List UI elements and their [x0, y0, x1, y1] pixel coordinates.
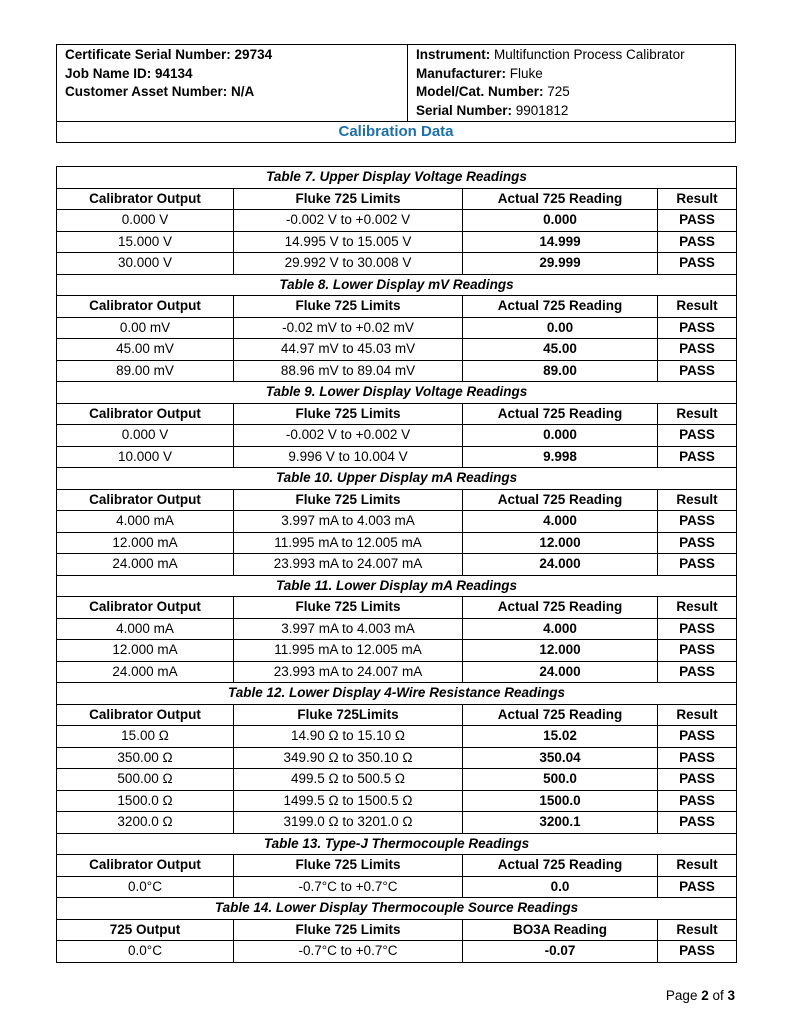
cell-limits: 44.97 mV to 45.03 mV [234, 339, 463, 361]
table-row [57, 360, 737, 382]
column-header-result: Result [658, 403, 737, 425]
table-title: Table 13. Type-J Thermocouple Readings [57, 833, 737, 855]
column-header-calibrator-output: Calibrator Output [57, 296, 234, 318]
cell-result: PASS [658, 532, 737, 554]
table-row [57, 747, 737, 769]
column-header-limits: Fluke 725Limits [234, 704, 463, 726]
cell-result: PASS [658, 253, 737, 275]
column-header-calibrator-output: Calibrator Output [57, 855, 234, 877]
cell-calibrator-output: 4.000 mA [57, 511, 234, 533]
cell-reading: 9.998 [463, 446, 658, 468]
cell-result: PASS [658, 661, 737, 683]
serial-label: Serial Number: [416, 102, 513, 118]
cell-calibrator-output: 12.000 mA [57, 532, 234, 554]
cell-result: PASS [658, 941, 737, 963]
cell-limits: 11.995 mA to 12.005 mA [234, 532, 463, 554]
cell-reading: 24.000 [463, 554, 658, 576]
cell-result: PASS [658, 554, 737, 576]
table-title-row [57, 833, 737, 855]
cell-result: PASS [658, 769, 737, 791]
column-header-limits: Fluke 725 Limits [234, 597, 463, 619]
column-header-calibrator-output: Calibrator Output [57, 188, 234, 210]
model-line [416, 83, 727, 102]
cell-reading: 24.000 [463, 661, 658, 683]
column-header-result: Result [658, 855, 737, 877]
cell-calibrator-output: 24.000 mA [57, 554, 234, 576]
cell-limits: 29.992 V to 30.008 V [234, 253, 463, 275]
cell-calibrator-output: 0.00 mV [57, 317, 234, 339]
table-title: Table 11. Lower Display mA Readings [57, 575, 737, 597]
table-row [57, 210, 737, 232]
cell-result: PASS [658, 726, 737, 748]
column-header-result: Result [658, 919, 737, 941]
table-title: Table 12. Lower Display 4-Wire Resistance Readings [57, 683, 737, 705]
cell-reading: 14.999 [463, 231, 658, 253]
cell-calibrator-output: 3200.0 Ω [57, 812, 234, 834]
cell-result: PASS [658, 446, 737, 468]
manufacturer-line [416, 65, 727, 84]
cell-calibrator-output: 30.000 V [57, 253, 234, 275]
page-number [666, 988, 735, 1003]
column-header-limits: Fluke 725 Limits [234, 489, 463, 511]
column-header-row [57, 597, 737, 619]
cell-calibrator-output: 45.00 mV [57, 339, 234, 361]
manufacturer-label: Manufacturer: [416, 65, 507, 81]
table-title: Table 7. Upper Display Voltage Readings [57, 167, 737, 189]
cell-limits: 3.997 mA to 4.003 mA [234, 511, 463, 533]
column-header-result: Result [658, 489, 737, 511]
cell-reading: 3200.1 [463, 812, 658, 834]
column-header-limits: Fluke 725 Limits [234, 296, 463, 318]
cell-limits: -0.002 V to +0.002 V [234, 210, 463, 232]
calibration-data-title: Calibration Data [56, 121, 736, 143]
certificate-serial-number: Certificate Serial Number: 29734 [65, 47, 273, 62]
serial-value: 9901812 [512, 102, 569, 118]
cell-reading: 4.000 [463, 618, 658, 640]
cell-limits: 23.993 mA to 24.007 mA [234, 661, 463, 683]
cell-reading: 89.00 [463, 360, 658, 382]
cell-calibrator-output: 500.00 Ω [57, 769, 234, 791]
column-header-reading: Actual 725 Reading [463, 188, 658, 210]
cell-reading: 0.00 [463, 317, 658, 339]
column-header-row [57, 403, 737, 425]
cell-reading: 500.0 [463, 769, 658, 791]
column-header-result: Result [658, 188, 737, 210]
cell-limits: 23.993 mA to 24.007 mA [234, 554, 463, 576]
instrument-line [416, 46, 727, 65]
cell-calibrator-output: 10.000 V [57, 446, 234, 468]
page-prefix: Page [665, 988, 702, 1003]
table-title-row [57, 683, 737, 705]
cell-reading: 45.00 [463, 339, 658, 361]
cell-reading: 1500.0 [463, 790, 658, 812]
table-row [57, 618, 737, 640]
column-header-calibrator-output: Calibrator Output [57, 403, 234, 425]
cell-result: PASS [658, 618, 737, 640]
table-title: Table 9. Lower Display Voltage Readings [57, 382, 737, 404]
table-row [57, 511, 737, 533]
cell-result: PASS [658, 339, 737, 361]
cell-calibrator-output: 0.000 V [57, 210, 234, 232]
cell-result: PASS [658, 747, 737, 769]
cell-reading: 350.04 [463, 747, 658, 769]
column-header-row [57, 855, 737, 877]
certificate-info-cell [57, 45, 408, 122]
table-title-row [57, 167, 737, 189]
table-row [57, 317, 737, 339]
cell-limits: -0.7°C to +0.7°C [234, 876, 463, 898]
cell-result: PASS [658, 425, 737, 447]
column-header-result: Result [658, 704, 737, 726]
cell-limits: -0.002 V to +0.002 V [234, 425, 463, 447]
table-row [57, 339, 737, 361]
cell-result: PASS [658, 360, 737, 382]
column-header-calibrator-output: 725 Output [57, 919, 234, 941]
cell-reading: 29.999 [463, 253, 658, 275]
cell-calibrator-output: 4.000 mA [57, 618, 234, 640]
cell-calibrator-output: 15.00 Ω [57, 726, 234, 748]
page-current: 2 [701, 988, 709, 1003]
column-header-row [57, 489, 737, 511]
column-header-row [57, 188, 737, 210]
table-row [57, 554, 737, 576]
cell-reading: 0.0 [463, 876, 658, 898]
table-row [57, 425, 737, 447]
cell-calibrator-output: 0.0°C [57, 941, 234, 963]
cell-reading: 0.000 [463, 425, 658, 447]
table-title-row [57, 575, 737, 597]
table-row [57, 790, 737, 812]
cell-calibrator-output: 15.000 V [57, 231, 234, 253]
cell-result: PASS [658, 640, 737, 662]
table-title-row [57, 898, 737, 920]
model-value: 725 [543, 84, 570, 99]
column-header-limits: Fluke 725 Limits [234, 855, 463, 877]
cell-result: PASS [658, 876, 737, 898]
table-row [57, 876, 737, 898]
cell-result: PASS [658, 231, 737, 253]
table-row [57, 253, 737, 275]
cell-calibrator-output: 12.000 mA [57, 640, 234, 662]
serial-line [416, 102, 727, 121]
job-name-id: Job Name ID: 94134 [65, 65, 193, 81]
table-row [57, 941, 737, 963]
cell-calibrator-output: 0.0°C [57, 876, 234, 898]
cell-limits: -0.02 mV to +0.02 mV [234, 317, 463, 339]
instrument-info-cell [408, 45, 736, 122]
table-row [57, 532, 737, 554]
cell-reading: 12.000 [463, 532, 658, 554]
column-header-row [57, 704, 737, 726]
table-title-row [57, 274, 737, 296]
column-header-calibrator-output: Calibrator Output [57, 597, 234, 619]
cell-reading: 15.02 [463, 726, 658, 748]
table-row [57, 769, 737, 791]
model-label: Model/Cat. Number: [416, 84, 544, 99]
manufacturer-value: Fluke [506, 65, 543, 81]
cell-limits: 14.995 V to 15.005 V [234, 231, 463, 253]
cell-result: PASS [658, 812, 737, 834]
column-header-reading: Actual 725 Reading [463, 489, 658, 511]
cell-reading: 0.000 [463, 210, 658, 232]
table-title: Table 14. Lower Display Thermocouple Source Readings [57, 898, 737, 920]
cell-limits: 349.90 Ω to 350.10 Ω [234, 747, 463, 769]
page-mid: of [708, 988, 728, 1003]
cell-calibrator-output: 350.00 Ω [57, 747, 234, 769]
column-header-limits: Fluke 725 Limits [234, 188, 463, 210]
instrument-label: Instrument: [416, 47, 491, 62]
cell-calibrator-output: 0.000 V [57, 425, 234, 447]
cell-reading: 12.000 [463, 640, 658, 662]
certificate-header [56, 44, 736, 122]
cell-limits: 9.996 V to 10.004 V [234, 446, 463, 468]
table-row [57, 812, 737, 834]
cell-calibrator-output: 24.000 mA [57, 661, 234, 683]
cell-result: PASS [658, 790, 737, 812]
column-header-calibrator-output: Calibrator Output [57, 489, 234, 511]
column-header-reading: BO3A Reading [463, 919, 658, 941]
column-header-result: Result [658, 597, 737, 619]
column-header-reading: Actual 725 Reading [463, 855, 658, 877]
cell-limits: 1499.5 Ω to 1500.5 Ω [234, 790, 463, 812]
column-header-row [57, 296, 737, 318]
cell-result: PASS [658, 511, 737, 533]
cell-reading: 4.000 [463, 511, 658, 533]
calibration-data-table [56, 166, 737, 963]
table-row [57, 231, 737, 253]
page-total: 3 [727, 988, 735, 1003]
cell-limits: 3199.0 Ω to 3201.0 Ω [234, 812, 463, 834]
cell-calibrator-output: 1500.0 Ω [57, 790, 234, 812]
column-header-reading: Actual 725 Reading [463, 403, 658, 425]
table-row [57, 640, 737, 662]
column-header-reading: Actual 725 Reading [463, 296, 658, 318]
cell-limits: 14.90 Ω to 15.10 Ω [234, 726, 463, 748]
cell-result: PASS [658, 317, 737, 339]
table-row [57, 446, 737, 468]
table-row [57, 726, 737, 748]
column-header-row [57, 919, 737, 941]
table-title-row [57, 468, 737, 490]
cell-limits: 11.995 mA to 12.005 mA [234, 640, 463, 662]
cell-limits: -0.7°C to +0.7°C [234, 941, 463, 963]
customer-asset-number: Customer Asset Number: N/A [65, 84, 255, 99]
cell-limits: 3.997 mA to 4.003 mA [234, 618, 463, 640]
column-header-calibrator-output: Calibrator Output [57, 704, 234, 726]
cell-limits: 88.96 mV to 89.04 mV [234, 360, 463, 382]
column-header-limits: Fluke 725 Limits [234, 919, 463, 941]
column-header-reading: Actual 725 Reading [463, 597, 658, 619]
column-header-limits: Fluke 725 Limits [234, 403, 463, 425]
table-title-row [57, 382, 737, 404]
cell-calibrator-output: 89.00 mV [57, 360, 234, 382]
table-title: Table 10. Upper Display mA Readings [57, 468, 737, 490]
table-row [57, 661, 737, 683]
column-header-result: Result [658, 296, 737, 318]
cell-result: PASS [658, 210, 737, 232]
cell-reading: -0.07 [463, 941, 658, 963]
instrument-value: Multifunction Process Calibrator [490, 47, 685, 62]
table-title: Table 8. Lower Display mV Readings [57, 274, 737, 296]
cell-limits: 499.5 Ω to 500.5 Ω [234, 769, 463, 791]
column-header-reading: Actual 725 Reading [463, 704, 658, 726]
